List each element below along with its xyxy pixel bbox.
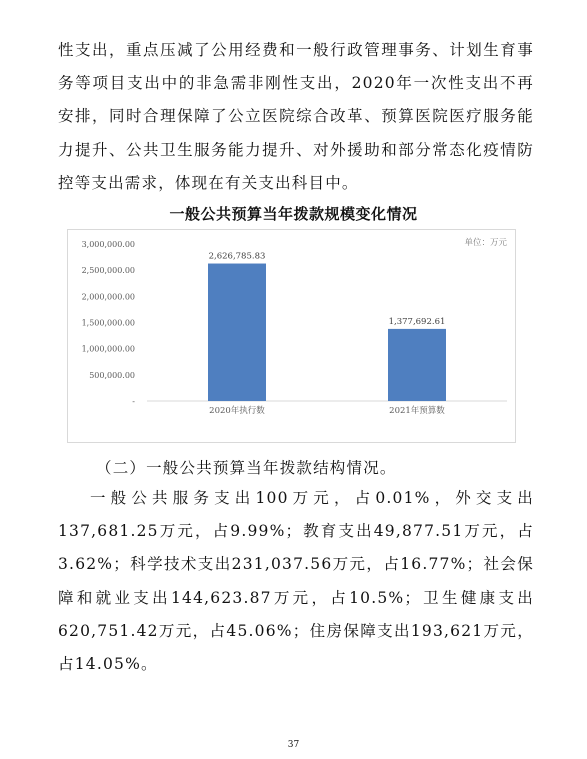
structure-paragraph: 一般公共服务支出100万元，占0.01%，外交支出137,681.25万元，占9.99%；教育支出49,877.51万元，占3.62%；科学技术支出231,037.56万元，占16.77%；社会保障和就业支出144,623.87万元，占10.5%；卫生健康支出620,751.42万元，占45.06%；住房保障支出193,621万元，占14.05%。 — [58, 489, 534, 674]
y-tick-label: 1,000,000.00 — [81, 344, 135, 354]
y-tick-label: 2,000,000.00 — [81, 292, 135, 302]
x-category-label: 2021年预算数 — [389, 406, 445, 416]
unit-note: 单位：万元 — [464, 238, 507, 248]
chart-title: 一般公共预算当年拨款规模变化情况 — [169, 205, 418, 223]
y-tick-label: 3,000,000.00 — [81, 240, 135, 249]
bar-chart — [67, 229, 516, 443]
y-tick-label: 2,500,000.00 — [81, 266, 135, 276]
y-tick-label: 1,500,000.00 — [81, 318, 135, 328]
intro-paragraph: 性支出，重点压减了公用经费和一般行政管理事务、计划生育事务等项目支出中的非急需非刚性支出，2020年一次性支出不再安排，同时合理保障了公立医院综合改革、预算医院医疗服务能力提升、公共卫生服务能力提升、对外援助和部分常态化疫情防控等支出需求，体现在有关支出科目中。 — [58, 41, 534, 192]
section-heading: （二）一般公共预算当年拨款结构情况。 — [96, 459, 397, 477]
y-tick-label: - — [132, 397, 135, 406]
bar-value-label: 1,377,692.61 — [388, 316, 446, 327]
bar — [208, 264, 266, 401]
y-tick-label: 500,000.00 — [89, 370, 135, 380]
page-number: 37 — [287, 740, 300, 750]
bar-value-label: 2,626,785.83 — [208, 251, 266, 262]
bar — [388, 329, 446, 401]
x-category-label: 2020年执行数 — [209, 406, 265, 416]
